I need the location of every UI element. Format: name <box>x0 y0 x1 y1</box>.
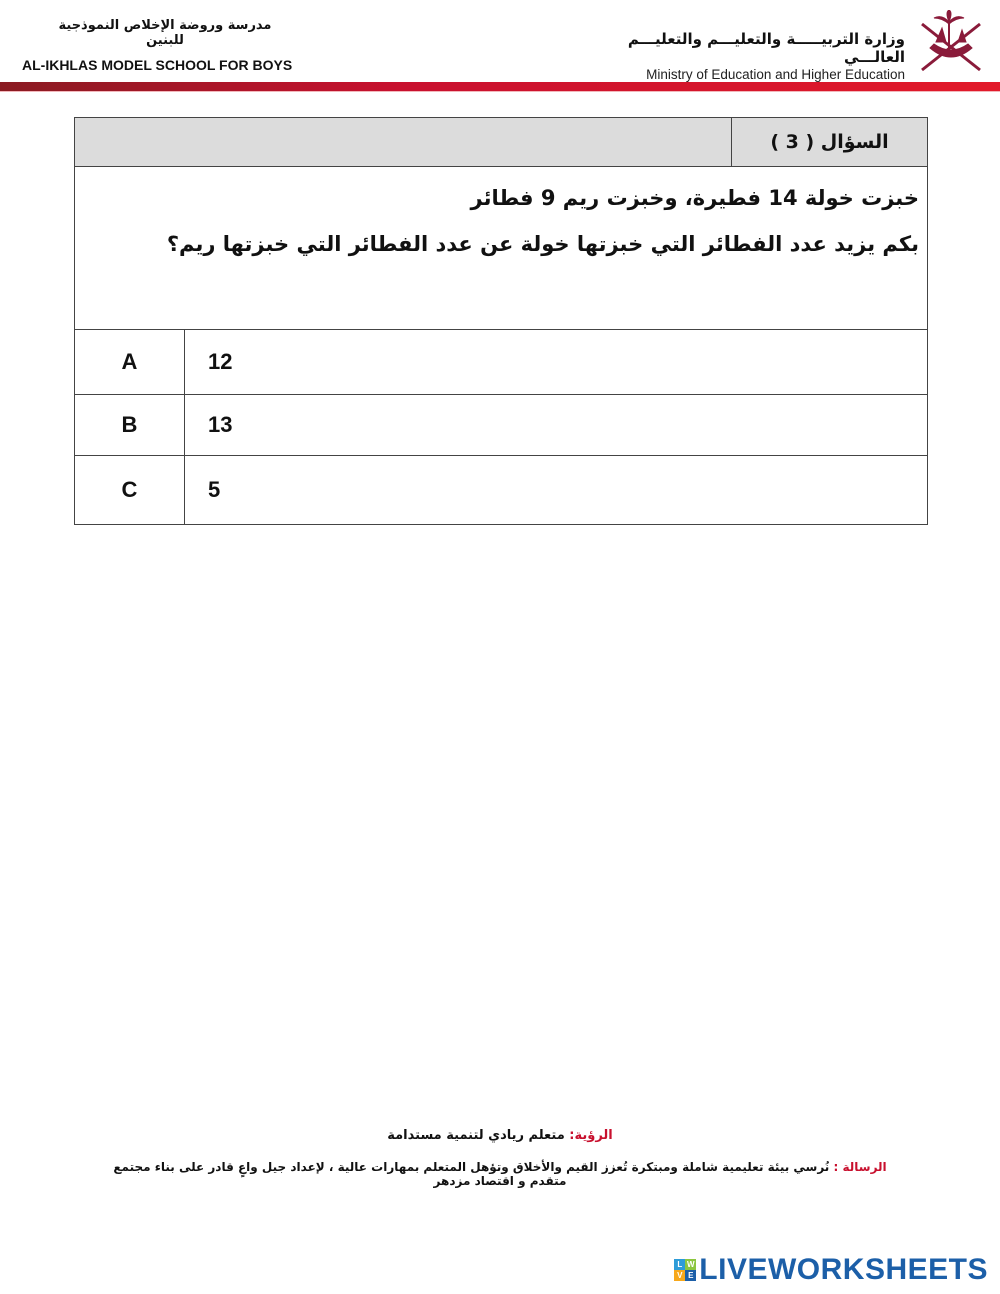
footer-vision <box>300 1128 700 1143</box>
option-letter: C <box>75 456 185 525</box>
question-label: السؤال ( 3 ) <box>732 118 928 167</box>
school-name-en: AL-IKHLAS MODEL SCHOOL FOR BOYS <box>22 57 293 73</box>
question-line-2: بكم يزيد عدد الفطائر التي خبزتها خولة عن عدد الفطائر التي خبزتها ريم؟ <box>166 232 919 256</box>
liveworksheets-brand[interactable] <box>674 1253 988 1287</box>
ministry-name-ar: وزارة التربيـــــة والتعليـــم والتعليـــم العالـــي <box>627 30 905 66</box>
header-red-line <box>0 91 1000 92</box>
vision-text: متعلم ريادي لتنمية مستدامة <box>387 1128 565 1143</box>
option-row-b[interactable] <box>75 395 928 456</box>
question-table <box>74 117 928 525</box>
question-text <box>75 167 928 330</box>
logo-tile-e: E <box>685 1270 696 1281</box>
logo-tile-v: V <box>674 1270 685 1281</box>
option-row-a[interactable] <box>75 330 928 395</box>
logo-tile-l: L <box>674 1259 685 1270</box>
ministry-name-en: Ministry of Education and Higher Education <box>646 67 905 82</box>
mission-text: نُرسي بيئة تعليمية شاملة ومبتكرة تُعزز القيم والأخلاق وتؤهل المتعلم بمهارات عالية ، لإعداد جيل واعٍ قادر على بناء مجتمع متقدم و اقتصاد مزدهر <box>113 1160 830 1188</box>
question-body-row <box>75 167 928 330</box>
footer-mission <box>100 1160 900 1188</box>
option-letter: B <box>75 395 185 456</box>
option-letter: A <box>75 330 185 395</box>
option-value[interactable]: 5 <box>185 456 928 525</box>
option-value[interactable]: 12 <box>185 330 928 395</box>
logo-tile-w: W <box>687 1260 695 1269</box>
option-value[interactable]: 13 <box>185 395 928 456</box>
question-header-row <box>75 118 928 167</box>
qatar-emblem-icon <box>912 10 990 76</box>
liveworksheets-logo-icon <box>674 1259 696 1281</box>
liveworksheets-text: LIVEWORKSHEETS <box>699 1253 988 1286</box>
school-name-ar: مدرسة وروضة الإخلاص النموذجية للبنين <box>58 18 272 48</box>
option-row-c[interactable] <box>75 456 928 525</box>
question-line-1: خبزت خولة 14 فطيرة، وخبزت ريم 9 فطائر <box>470 186 919 210</box>
mission-label: الرسالة : <box>833 1160 887 1174</box>
vision-label: الرؤية: <box>569 1128 613 1143</box>
header-red-bar <box>0 82 1000 91</box>
question-header-blank <box>75 118 732 167</box>
